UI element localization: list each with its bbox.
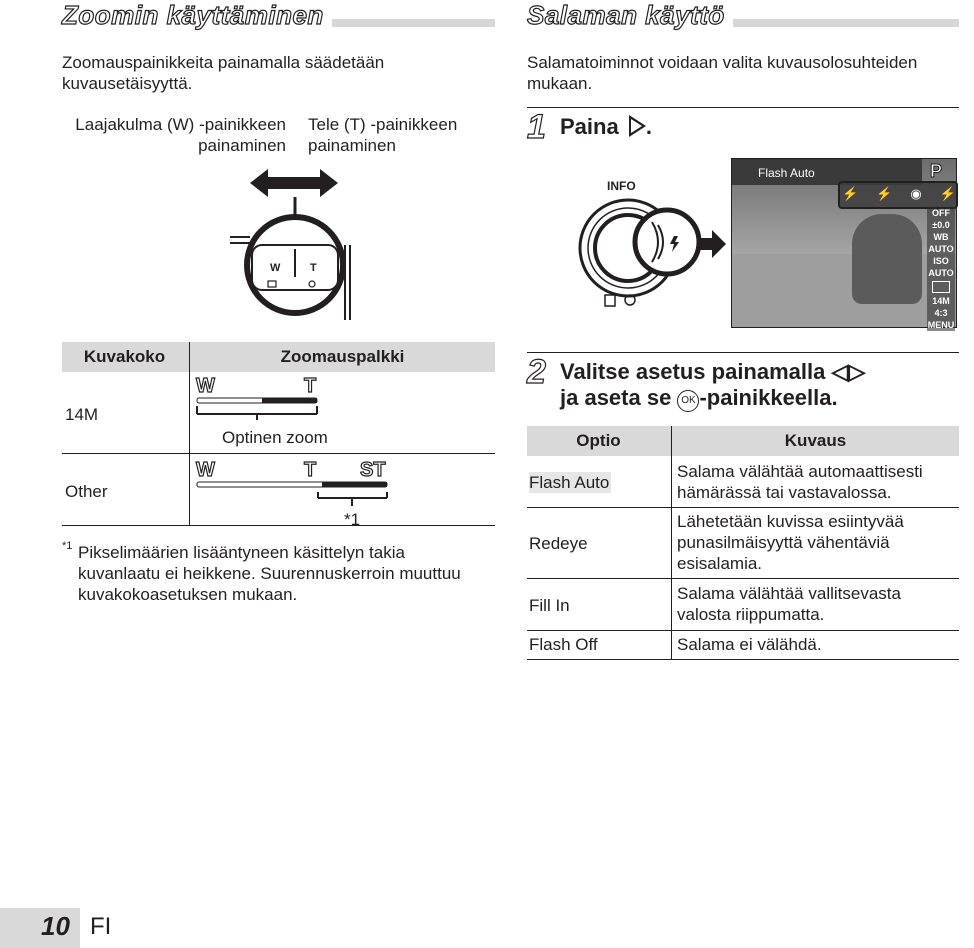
step1-label: Paina (560, 114, 619, 139)
bar-t-label-2: T (304, 459, 317, 481)
footnote-text: Pikselimäärien lisääntyneen käsittelyn takia kuvanlaatu ei heikkene. Suurennuskerroin muuttuu kuvakokoasetuksen mukaan. (78, 543, 461, 604)
lcd-icon-drive (932, 281, 950, 293)
lcd-side-icons (927, 207, 955, 331)
control-dial-illustration (570, 170, 730, 315)
bar-col-header: Zoomauspalkki (280, 347, 405, 366)
ok-button-icon (677, 390, 699, 412)
step1-suffix: . (645, 114, 652, 139)
zoom-button-illustration (220, 165, 360, 320)
right-arrow-icon (629, 115, 646, 137)
lcd-icon-off: OFF (932, 208, 950, 218)
bar-w-label-2: W (196, 459, 215, 481)
wide-label: Laajakulma (W) -painikkeen painaminen (75, 115, 286, 155)
desc-fill-in: Salama välähtää vallitsevasta valosta riippumatta. (677, 584, 901, 624)
size-row-other: Other (65, 482, 108, 501)
lcd-mode: P (930, 161, 943, 181)
flash-mode-icons: ⚡⚡◉⚡ (842, 186, 974, 201)
lcd-icon-menu: MENU (927, 320, 955, 330)
desc-col-header: Kuvaus (784, 431, 847, 450)
step2-number: 2 (527, 353, 546, 391)
step2-line2b: -painikkeella. (699, 385, 838, 410)
flash-intro: Salamatoiminnot voidaan valita kuvausolosuhteiden mukaan. (527, 53, 918, 93)
desc-flash-off: Salama ei välähdä. (677, 635, 822, 654)
option-flash-auto: Flash Auto (529, 473, 610, 492)
tele-label: Tele (T) -painikkeen painaminen (308, 115, 458, 155)
lcd-flash-title: Flash Auto (758, 166, 815, 180)
bar-t-label: T (304, 375, 317, 397)
arrow-right-icon (698, 230, 726, 258)
language-code: FI (90, 913, 112, 940)
step2-text (560, 359, 955, 412)
step1-text (560, 114, 652, 140)
zoom-intro: Zoomauspainikkeita painamalla säädetään kuvausetäisyyttä. (62, 53, 385, 93)
lcd-icon-aspect: 4:3 (934, 308, 948, 318)
bar-footnote-mark: *1 (344, 510, 361, 529)
option-redeye: Redeye (529, 534, 588, 553)
option-fill-in: Fill In (529, 596, 570, 615)
size-row-14m: 14M (65, 405, 99, 424)
lcd-icon-size: 14M (932, 296, 950, 306)
lcd-icon-ev: ±0.0 (932, 220, 950, 230)
double-arrow-icon (250, 169, 338, 197)
trash-icon (605, 295, 615, 306)
footnote-mark: *1 (62, 540, 73, 552)
left-heading: Zoomin käyttäminen (62, 0, 332, 31)
option-col-header: Optio (576, 431, 621, 450)
zoom-bar-14m (192, 372, 492, 422)
bar-w-label: W (196, 375, 215, 397)
size-col-header: Kuvakoko (83, 347, 166, 366)
info-label: INFO (607, 179, 636, 193)
lcd-icon-iso: ISO AUTO (928, 256, 954, 278)
step1-number: 1 (527, 108, 546, 146)
lcd-person (852, 214, 922, 304)
lcd-screen (731, 158, 974, 330)
page-number: 10 (41, 911, 70, 941)
button-w-label: W (270, 262, 281, 274)
optical-zoom-label: Optinen zoom (222, 428, 328, 447)
ok-label: OK (681, 395, 696, 406)
bar-st-label: ST (360, 459, 386, 481)
option-flash-off: Flash Off (529, 635, 598, 654)
button-t-label: T (310, 262, 317, 274)
lcd-grass (732, 254, 956, 327)
zoom-bar-other (192, 456, 492, 511)
right-heading: Salaman käyttö (527, 0, 733, 31)
lcd-icon-wb: WB AUTO (928, 232, 954, 254)
step2-line2a: ja aseta se (560, 385, 672, 410)
step2-line1: Valitse asetus painamalla (560, 359, 826, 384)
left-right-arrow-icon: ◁▷ (831, 359, 866, 384)
desc-flash-auto: Salama välähtää automaattisesti hämärässä tai vastavalossa. (677, 462, 923, 502)
desc-redeye: Lähetetään kuvissa esiintyvää punasilmäisyyttä vähentäviä esisalamia. (677, 512, 904, 573)
